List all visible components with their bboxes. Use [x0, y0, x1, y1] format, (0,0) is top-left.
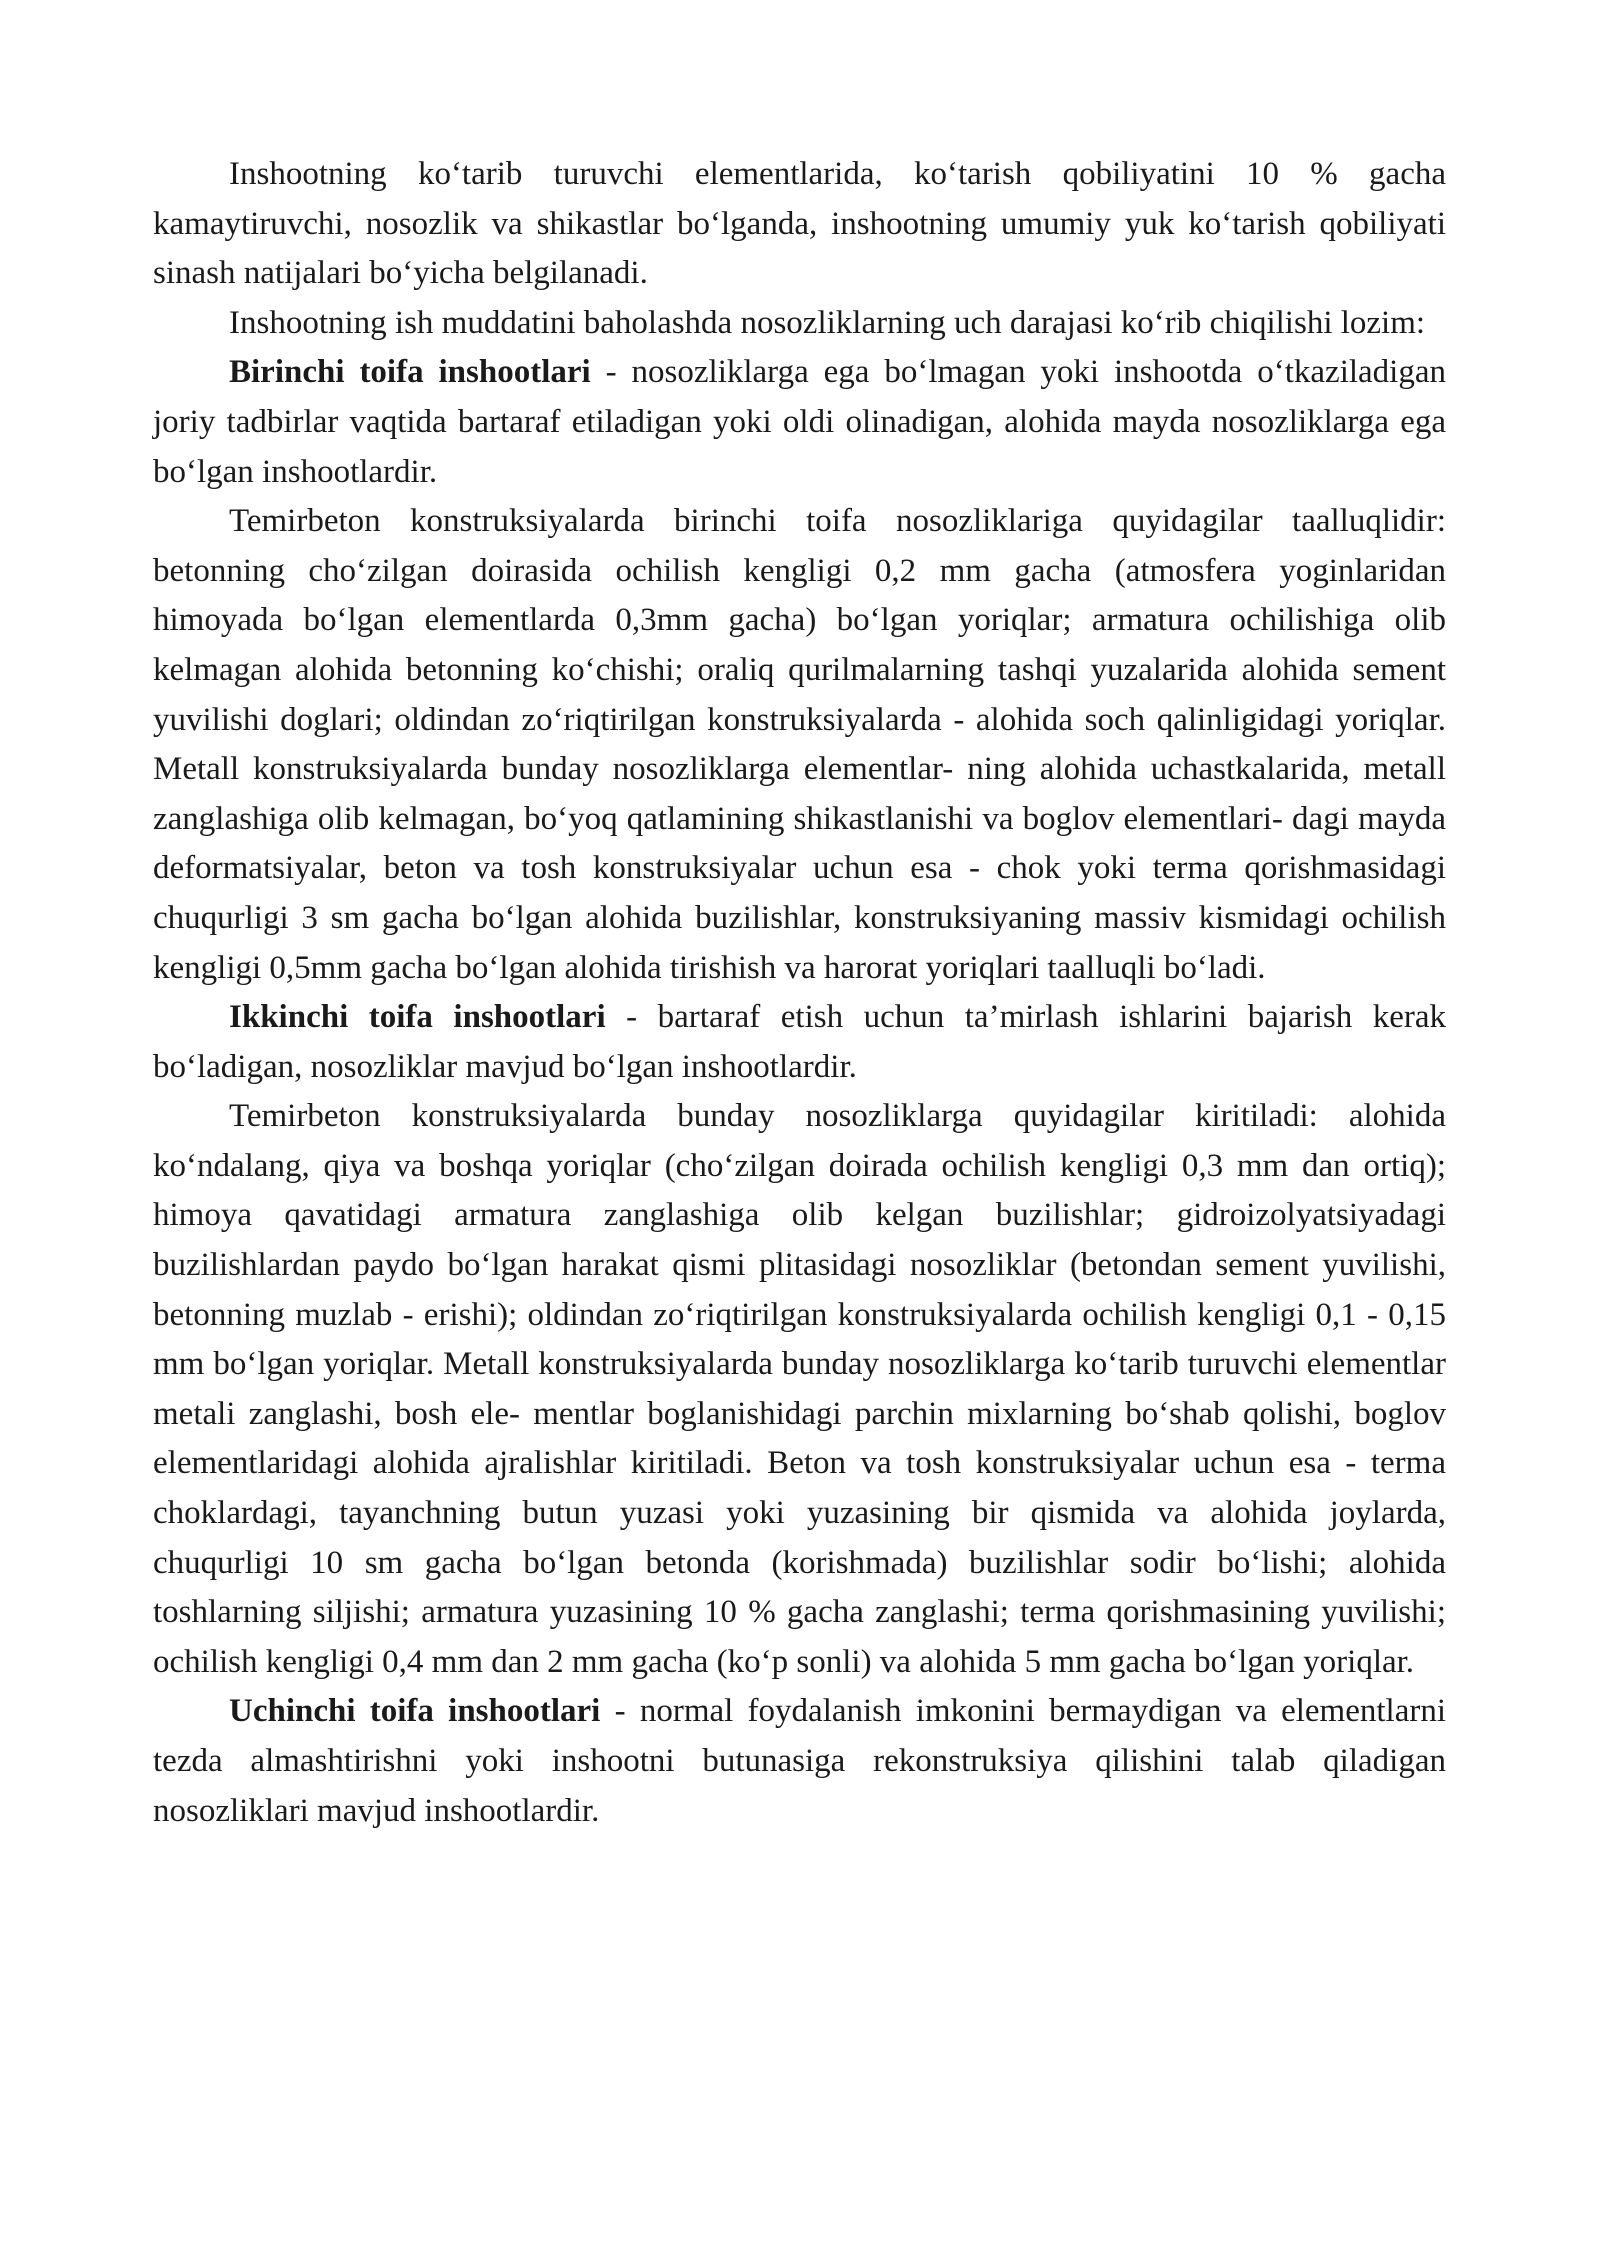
paragraph-5 [153, 993, 1446, 1092]
paragraph-6 [153, 1092, 1446, 1687]
document-page [153, 150, 1446, 1836]
paragraph-4 [153, 497, 1446, 993]
paragraph-2 [153, 299, 1446, 349]
paragraph-4-text: Temirbeton konstruksiyalarda birinchi toifa nosozliklariga quyidagilar taalluqlidir: betonning cho‘zilgan doirasida ochilish kengligi 0,2 mm gacha (atmosfera yoginlaridan himoyada bo‘lgan elementlarda 0,3mm gacha) bo‘lgan yoriqlar; armatura ochilishiga olib kelmagan alohida betonning ko‘chishi; oraliq qurilmalarning tashqi yuzalarida alohida sement yuvilishi doglari; oldindan zo‘riqtirilgan konstruksiyalarda - alohida soch qalinligidagi yoriqlar. Metall konstruksiyalarda bunday nosozliklarga elementlar- ning alohida uchastkalarida, metall zanglashiga olib kelmagan, bo‘yoq qatlamining shikastlanishi va boglov elementlari- dagi mayda deformatsiyalar, beton va tosh konstruksiyalar uchun esa - chok yoki terma qorishmasidagi chuqurligi 3 sm gacha bo‘lgan alohida buzilishlar, konstruksiyaning massiv kismidagi ochilish kengligi 0,5mm gacha bo‘lgan alohida tirishish va harorat yoriqlari taalluqli bo‘ladi. [153, 503, 1446, 986]
paragraph-1-text: Inshootning ko‘tarib turuvchi elementlarida, ko‘tarish qobiliyatini 10 % gacha kamaytiruvchi, nosozlik va shikastlar bo‘lganda, inshootning umumiy yuk ko‘tarish qobiliyati sinash natijalari bo‘yicha belgilanadi. [153, 156, 1446, 292]
paragraph-7 [153, 1687, 1446, 1836]
paragraph-5-term: Ikkinchi toifa inshootlari [229, 999, 606, 1036]
paragraph-1 [153, 150, 1446, 299]
paragraph-2-text: Inshootning ish muddatini baholashda nosozliklarning uch darajasi ko‘rib chiqilishi lozim: [229, 304, 1426, 341]
paragraph-7-text: - normal foydalanish imkonini bermaydigan va elementlarni tezda almashtirishni yoki inshootni butunasiga rekonstruksiya qilishini talab qiladigan nosozliklari mavjud inshootlardir. [153, 1693, 1447, 1829]
paragraph-5-text: - bartaraf etish uchun ta’mirlash ishlarini bajarish kerak bo‘ladigan, nosozliklar mavjud bo‘lgan inshootlardir. [153, 999, 1447, 1085]
paragraph-3-text: - nosozliklarga ega bo‘lmagan yoki inshootda o‘tkaziladigan joriy tadbirlar vaqtida bartaraf etiladigan yoki oldi olinadigan, alohida mayda nosozliklarga ega bo‘lgan inshootlardir. [153, 354, 1446, 490]
paragraph-3 [153, 348, 1446, 497]
paragraph-7-term: Uchinchi toifa inshootlari [229, 1693, 601, 1730]
paragraph-6-text: Temirbeton konstruksiyalarda bunday nosozliklarga quyidagilar kiritiladi: alohida ko‘ndalang, qiya va boshqa yoriqlar (cho‘zilgan doirada ochilish kengligi 0,3 mm dan ortiq); himoya qavatidagi armatura zanglashiga olib kelgan buzilishlar; gidroizolyatsiyadagi buzilishlardan paydo bo‘lgan harakat qismi plitasidagi nosozliklar (betondan sement yuvilishi, betonning muzlab - erishi); oldindan zo‘riqtirilgan konstruksiyalarda ochilish kengligi 0,1 - 0,15 mm bo‘lgan yoriqlar. Metall konstruksiyalarda bunday nosozliklarga ko‘tarib turuvchi elementlar metali zanglashi, bosh ele- mentlar boglanishidagi parchin mixlarning bo‘shab qolishi, boglov elementlaridagi alohida ajralishlar kiritiladi. Beton va tosh konstruksiyalar uchun esa - terma choklardagi, tayanchning butun yuzasi yoki yuzasining bir qismida va alohida joylarda, chuqurligi 10 sm gacha bo‘lgan betonda (korishmada) buzilishlar sodir bo‘lishi; alohida toshlarning siljishi; armatura yuzasining 10 % gacha zanglashi; terma qorishmasining yuvilishi; ochilish kengligi 0,4 mm dan 2 mm gacha (ko‘p sonli) va alohida 5 mm gacha bo‘lgan yoriqlar. [153, 1098, 1446, 1680]
paragraph-3-term: Birinchi toifa inshootlari [229, 354, 591, 391]
